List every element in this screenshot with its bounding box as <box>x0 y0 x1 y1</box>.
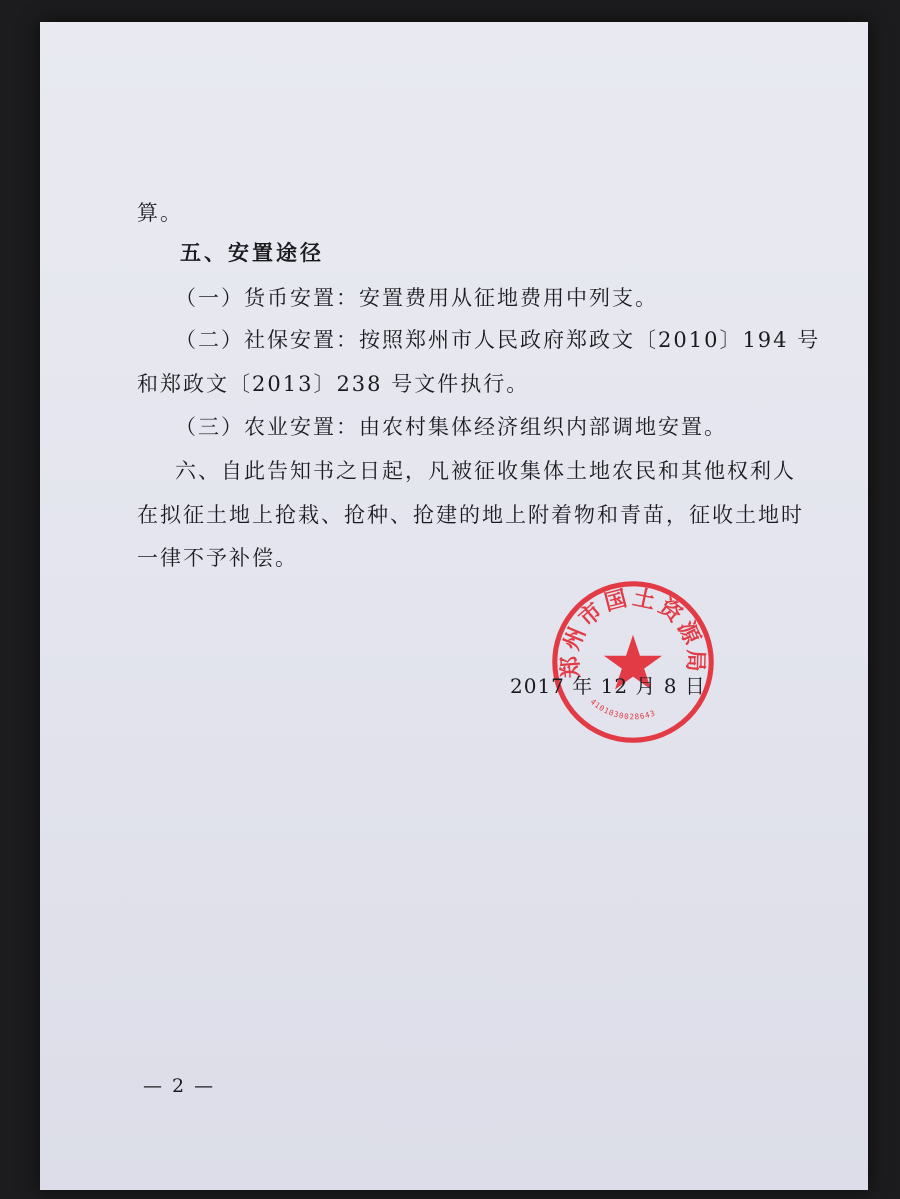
text-line-6: （三）农业安置：由农村集体经济组织内部调地安置。 <box>175 415 727 439</box>
document-page <box>40 22 868 1190</box>
text-line-3: （一）货币安置：安置费用从征地费用中列支。 <box>175 286 658 310</box>
text-line-8: 在拟征土地上抢栽、抢种、抢建的地上附着物和青苗，征收土地时 <box>137 503 804 527</box>
text-line-5: 和郑政文〔2013〕238 号文件执行。 <box>137 372 530 396</box>
document-date: 2017 年 12 月 8 日 <box>510 674 706 698</box>
seal-text: 郑州市国土资源局 <box>557 584 709 680</box>
text-line-1: 算。 <box>137 201 183 225</box>
text-line-9: 一律不予补偿。 <box>137 546 298 570</box>
official-seal <box>548 577 718 747</box>
text-line-7: 六、自此告知书之日起，凡被征收集体土地农民和其他权利人 <box>175 459 796 483</box>
seal-code: 4101030028643 <box>588 697 657 722</box>
section-heading-5: 五、安置途径 <box>180 241 324 265</box>
svg-text:4101030028643 <box>589 697 657 721</box>
page-number: — 2 — <box>143 1075 216 1097</box>
text-line-4: （二）社保安置：按照郑州市人民政府郑政文〔2010〕194 号 <box>175 328 821 352</box>
